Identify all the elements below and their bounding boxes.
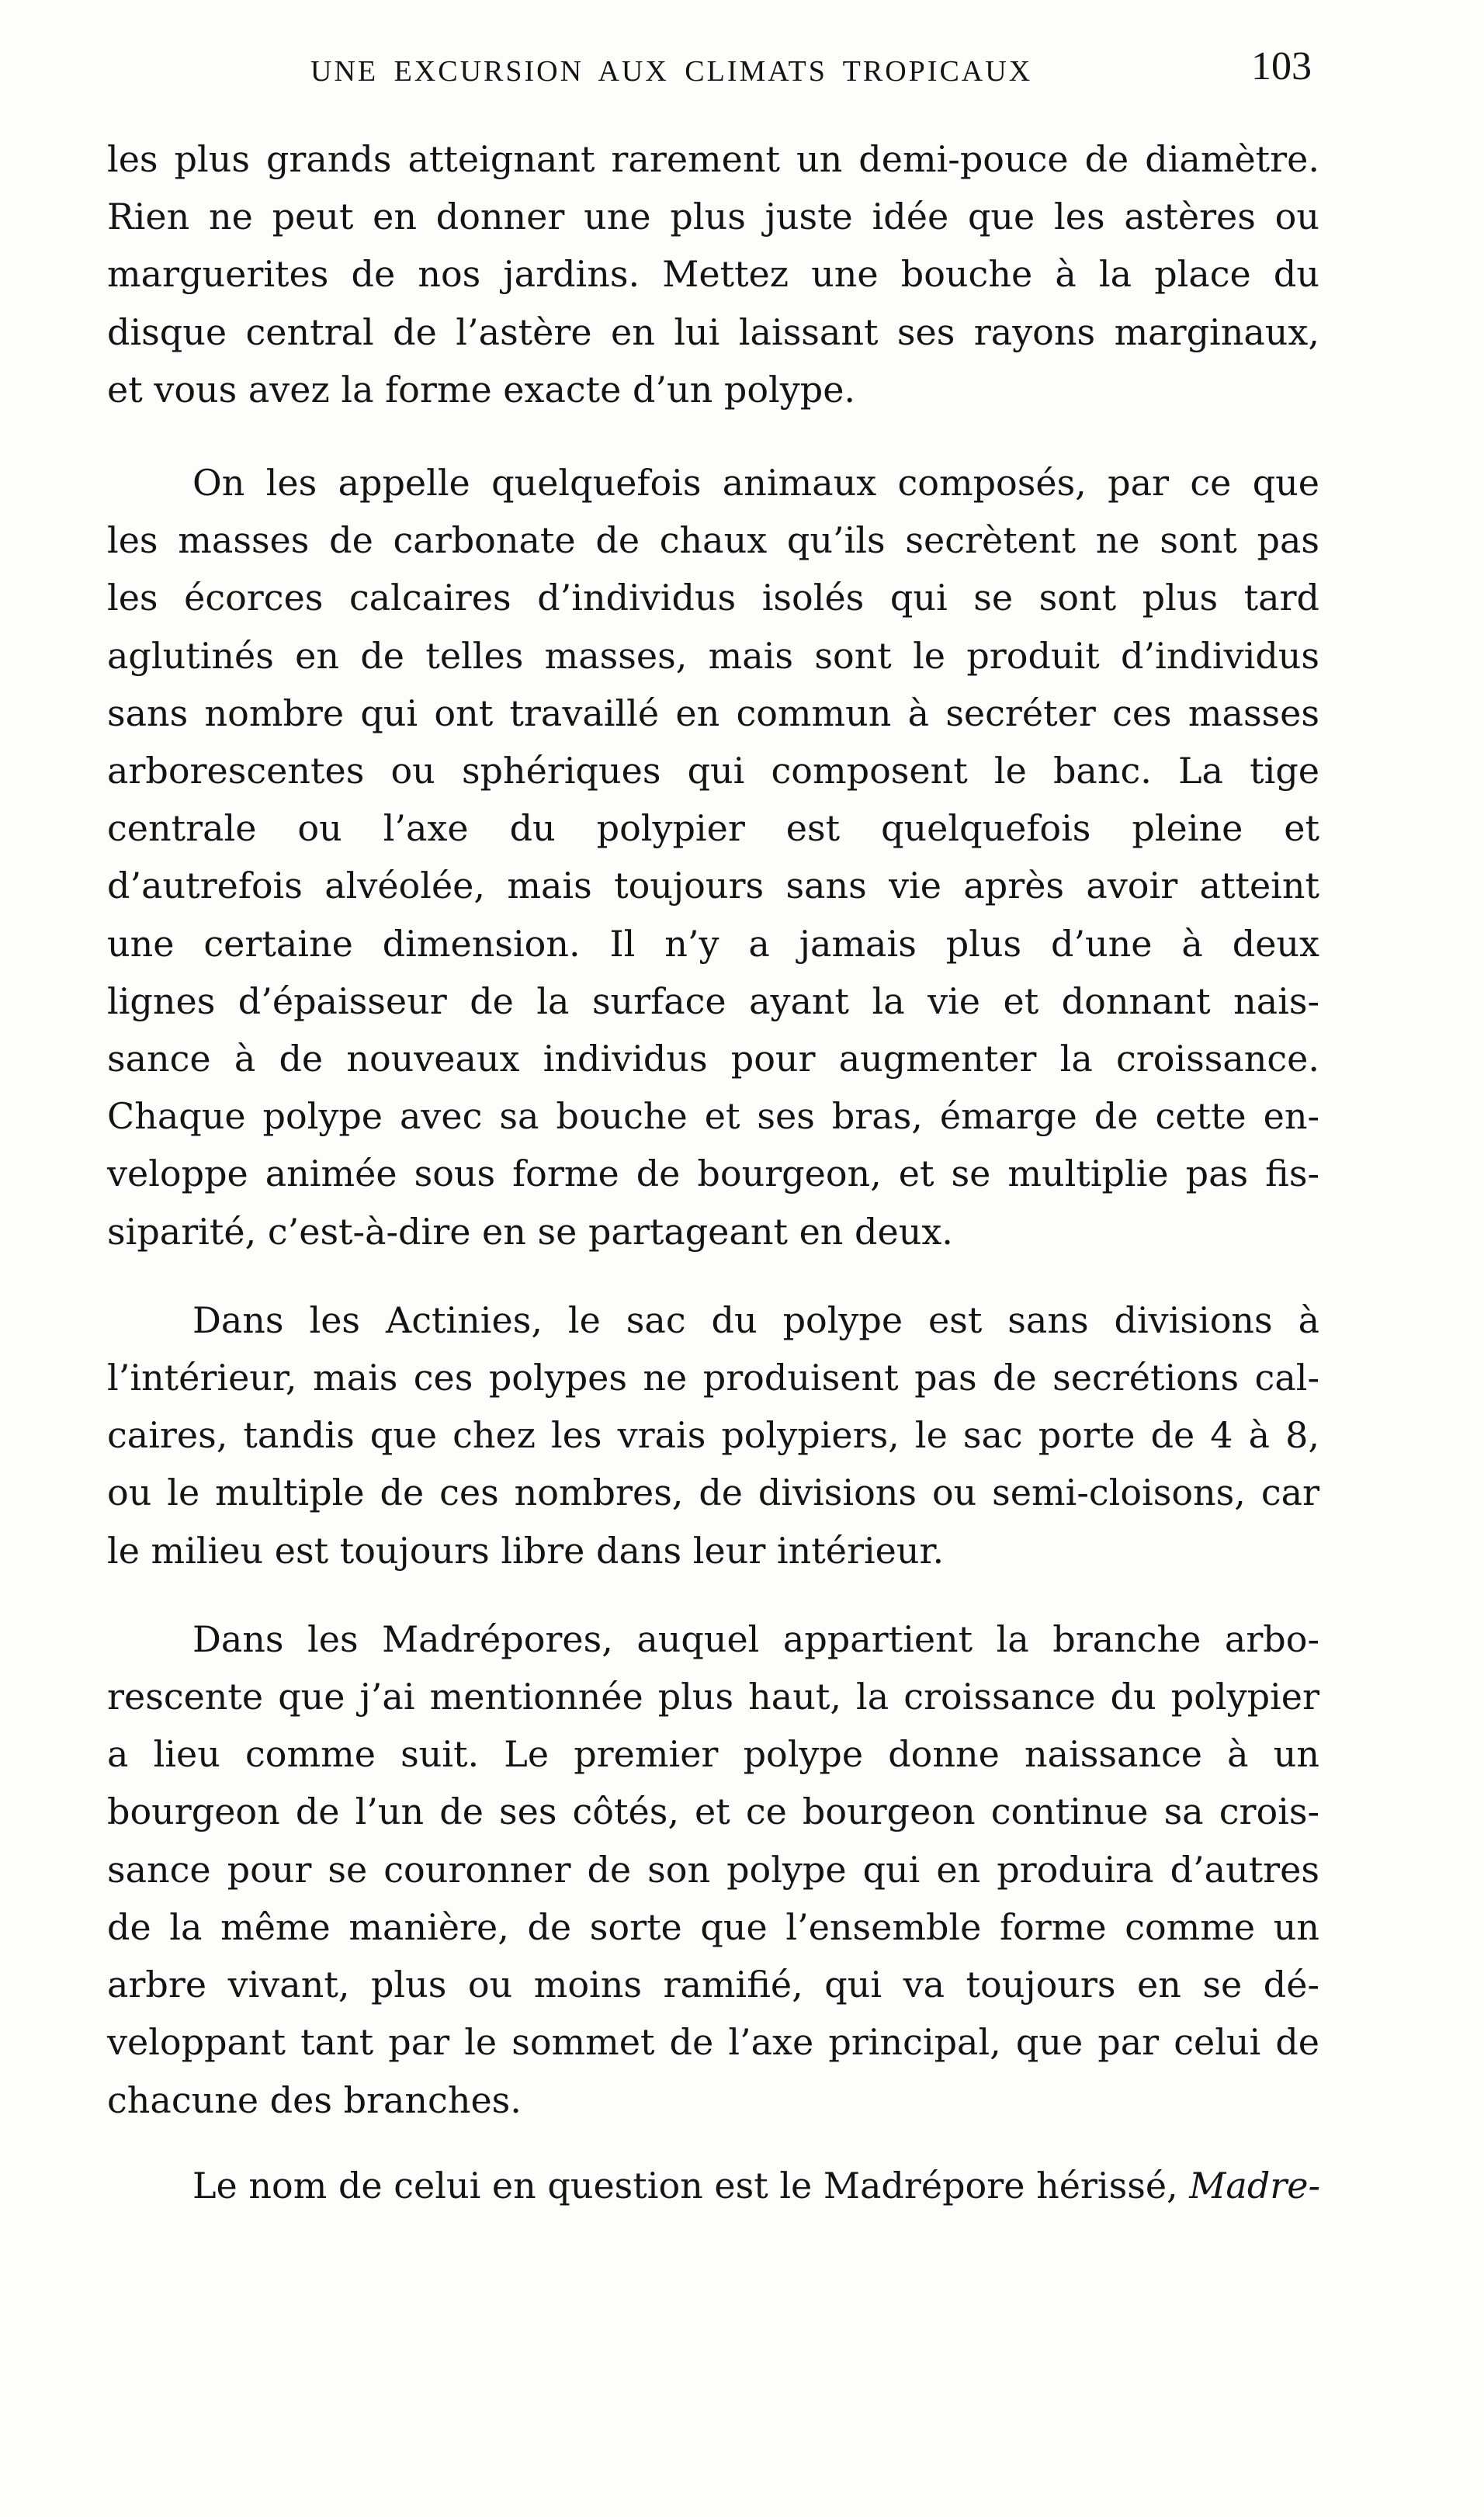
paragraph-5	[107, 2157, 1319, 2214]
text-line: centrale ou l’axe du polypier est quelquefois pleine et	[107, 807, 1319, 850]
text-line: bourgeon de l’un de ses côtés, et ce bourgeon continue sa crois-	[107, 1791, 1319, 1833]
text-line: et vous avez la forme exacte d’un polype.	[107, 368, 856, 411]
text-line: Dans les Actinies, le sac du polype est sans divisions à	[192, 1298, 1319, 1341]
body-text	[107, 130, 1319, 2214]
paragraph-1	[107, 130, 1319, 418]
text-line: marguerites de nos jardins. Mettez une bouche à la place du	[107, 253, 1319, 296]
running-head	[101, 43, 1319, 98]
text-line: a lieu comme suit. Le premier polype donne naissance à un	[107, 1733, 1319, 1776]
text-line: une certaine dimension. Il n’y a jamais plus d’une à deux	[107, 922, 1319, 965]
text-line: chacune des branches.	[107, 2078, 522, 2121]
text-line: lignes d’épaisseur de la surface ayant la vie et donnant nais-	[107, 979, 1319, 1022]
paragraph-2	[107, 454, 1319, 1260]
text-line: arbre vivant, plus ou moins ramifié, qui va toujours en se dé-	[107, 1964, 1319, 2006]
text-line: Chaque polype avec sa bouche et ses bras, émarge de cette en-	[107, 1095, 1319, 1138]
page-number: 103	[1251, 44, 1312, 88]
text-line	[107, 2157, 1319, 2214]
italic-text-run: Madre-	[1189, 2164, 1321, 2207]
text-line: Dans les Madrépores, auquel appartient la branche arbo-	[192, 1617, 1319, 1660]
running-title: UNE EXCURSION AUX CLIMATS TROPICAUX	[310, 55, 1033, 88]
text-line: de la même manière, de sorte que l’ensemble forme comme un	[107, 1905, 1319, 1948]
text-line: les masses de carbonate de chaux qu’ils secrètent ne sont pas	[107, 519, 1319, 562]
text-line: sance pour se couronner de son polype qui en produira d’autres	[107, 1848, 1319, 1891]
text-line: siparité, c’est-à-dire en se partageant en deux.	[107, 1210, 953, 1253]
text-line: caires, tandis que chez les vrais polypiers, le sac porte de 4 à 8,	[107, 1414, 1319, 1457]
text-line: les plus grands atteignant rarement un demi-pouce de diamètre.	[107, 138, 1319, 180]
text-line: veloppant tant par le sommet de l’axe principal, que par celui de	[107, 2021, 1319, 2064]
text-line: le milieu est toujours libre dans leur intérieur.	[107, 1529, 945, 1572]
text-run: Le nom de celui en question est le Madrépore hérissé,	[192, 2164, 1190, 2207]
text-line: On les appelle quelquefois animaux composés, par ce que	[192, 462, 1319, 504]
text-line: disque central de l’astère en lui laissant ses rayons marginaux,	[107, 310, 1319, 353]
text-line: l’intérieur, mais ces polypes ne produisent pas de secrétions cal-	[107, 1357, 1319, 1399]
text-line: veloppe animée sous forme de bourgeon, et se multiplie pas fis-	[107, 1153, 1319, 1195]
paragraph-4	[107, 1610, 1319, 2129]
text-line: aglutinés en de telles masses, mais sont le produit d’individus	[107, 634, 1319, 677]
text-line: les écorces calcaires d’individus isolés qui se sont plus tard	[107, 577, 1319, 619]
text-line: arborescentes ou sphériques qui composent le banc. La tige	[107, 750, 1319, 792]
text-line: sance à de nouveaux individus pour augmenter la croissance.	[107, 1038, 1319, 1080]
text-line: d’autrefois alvéolée, mais toujours sans vie après avoir atteint	[107, 865, 1319, 907]
text-line: sans nombre qui ont travaillé en commun à secréter ces masses	[107, 692, 1319, 734]
paragraph-3	[107, 1291, 1319, 1579]
text-line: ou le multiple de ces nombres, de divisions ou semi-cloisons, car	[107, 1472, 1319, 1514]
text-line: rescente que j’ai mentionnée plus haut, la croissance du polypier	[107, 1676, 1319, 1718]
text-line: Rien ne peut en donner une plus juste idée que les astères ou	[107, 196, 1319, 238]
